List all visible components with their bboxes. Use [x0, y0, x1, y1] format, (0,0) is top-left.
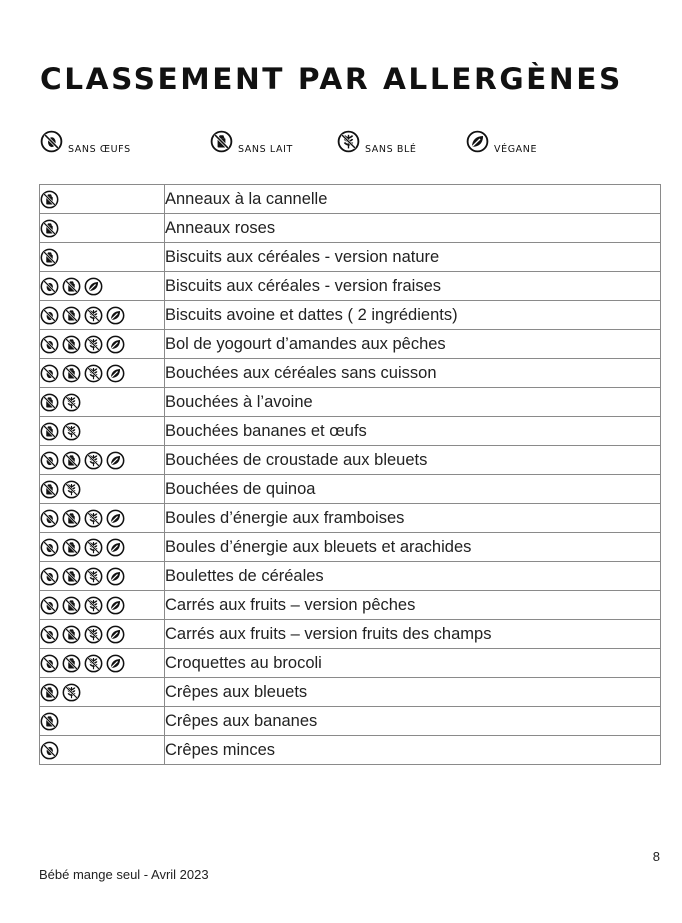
- vegan-icon: [106, 567, 125, 586]
- table-row: [40, 388, 661, 417]
- wheat-free-icon: [62, 683, 81, 702]
- allergen-icons-cell: [40, 678, 165, 707]
- allergen-icons-cell: [40, 504, 165, 533]
- wheat-free-icon: [84, 654, 103, 673]
- milk-free-icon: [40, 683, 59, 702]
- recipe-name: Bouchées de quinoa: [165, 475, 661, 504]
- wheat-free-icon: [84, 451, 103, 470]
- legend-item-milk-free: [210, 130, 293, 153]
- milk-free-icon: [40, 190, 59, 209]
- table-row: [40, 504, 661, 533]
- recipe-name: Croquettes au brocoli: [165, 649, 661, 678]
- recipe-name: Anneaux roses: [165, 214, 661, 243]
- allergen-icons-cell: [40, 562, 165, 591]
- allergen-icons-cell: [40, 301, 165, 330]
- vegan-icon: [466, 130, 489, 153]
- recipe-name: Bouchées aux céréales sans cuisson: [165, 359, 661, 388]
- milk-free-icon: [40, 248, 59, 267]
- legend-label: SANS BLÉ: [365, 144, 417, 155]
- vegan-icon: [106, 654, 125, 673]
- allergen-table: [39, 184, 661, 765]
- allergen-icons-cell: [40, 272, 165, 301]
- milk-free-icon: [62, 625, 81, 644]
- wheat-free-icon: [84, 538, 103, 557]
- allergen-icons-cell: [40, 446, 165, 475]
- allergen-icons-cell: [40, 649, 165, 678]
- legend-item-vegan: [466, 130, 537, 153]
- egg-free-icon: [40, 277, 59, 296]
- milk-free-icon: [40, 480, 59, 499]
- table-row: [40, 707, 661, 736]
- milk-free-icon: [62, 451, 81, 470]
- legend-label: SANS LAIT: [238, 144, 293, 155]
- milk-free-icon: [40, 712, 59, 731]
- wheat-free-icon: [84, 567, 103, 586]
- wheat-free-icon: [62, 422, 81, 441]
- milk-free-icon: [62, 364, 81, 383]
- wheat-free-icon: [84, 335, 103, 354]
- vegan-icon: [106, 538, 125, 557]
- table-row: [40, 562, 661, 591]
- recipe-name: Anneaux à la cannelle: [165, 185, 661, 214]
- recipe-name: Biscuits avoine et dattes ( 2 ingrédients): [165, 301, 661, 330]
- vegan-icon: [106, 509, 125, 528]
- egg-free-icon: [40, 741, 59, 760]
- egg-free-icon: [40, 538, 59, 557]
- recipe-name: Biscuits aux céréales - version nature: [165, 243, 661, 272]
- milk-free-icon: [40, 219, 59, 238]
- allergen-icons-cell: [40, 736, 165, 765]
- allergen-icons-cell: [40, 417, 165, 446]
- milk-free-icon: [62, 596, 81, 615]
- table-row: [40, 243, 661, 272]
- table-row: [40, 214, 661, 243]
- egg-free-icon: [40, 509, 59, 528]
- egg-free-icon: [40, 335, 59, 354]
- table-row: [40, 301, 661, 330]
- milk-free-icon: [62, 335, 81, 354]
- table-row: [40, 446, 661, 475]
- allergen-icons-cell: [40, 359, 165, 388]
- milk-free-icon: [40, 393, 59, 412]
- milk-free-icon: [62, 509, 81, 528]
- recipe-name: Boulettes de céréales: [165, 562, 661, 591]
- wheat-free-icon: [84, 625, 103, 644]
- page-title: CLASSEMENT PAR ALLERGÈNES: [40, 62, 623, 96]
- allergen-icons-cell: [40, 533, 165, 562]
- egg-free-icon: [40, 596, 59, 615]
- egg-free-icon: [40, 625, 59, 644]
- legend-item-wheat-free: [337, 130, 416, 153]
- egg-free-icon: [40, 364, 59, 383]
- table-row: [40, 330, 661, 359]
- allergen-icons-cell: [40, 707, 165, 736]
- recipe-name: Crêpes minces: [165, 736, 661, 765]
- vegan-icon: [106, 364, 125, 383]
- egg-free-icon: [40, 306, 59, 325]
- table-row: [40, 533, 661, 562]
- allergen-table-body: [40, 185, 661, 765]
- allergen-icons-cell: [40, 591, 165, 620]
- recipe-name: Carrés aux fruits – version fruits des champs: [165, 620, 661, 649]
- table-row: [40, 591, 661, 620]
- table-row: [40, 649, 661, 678]
- table-row: [40, 620, 661, 649]
- milk-free-icon: [62, 567, 81, 586]
- legend-label: SANS ŒUFS: [68, 144, 131, 155]
- wheat-free-icon: [84, 596, 103, 615]
- legend-label: VÉGANE: [494, 144, 538, 155]
- milk-free-icon: [40, 422, 59, 441]
- egg-free-icon: [40, 130, 63, 153]
- egg-free-icon: [40, 654, 59, 673]
- vegan-icon: [106, 335, 125, 354]
- vegan-icon: [106, 596, 125, 615]
- table-row: [40, 272, 661, 301]
- allergen-icons-cell: [40, 475, 165, 504]
- wheat-free-icon: [337, 130, 360, 153]
- allergen-icons-cell: [40, 330, 165, 359]
- recipe-name: Crêpes aux bananes: [165, 707, 661, 736]
- egg-free-icon: [40, 451, 59, 470]
- recipe-name: Crêpes aux bleuets: [165, 678, 661, 707]
- vegan-icon: [106, 451, 125, 470]
- milk-free-icon: [210, 130, 233, 153]
- legend-item-egg-free: [40, 130, 131, 153]
- table-row: [40, 185, 661, 214]
- recipe-name: Bouchées bananes et œufs: [165, 417, 661, 446]
- table-row: [40, 678, 661, 707]
- table-row: [40, 417, 661, 446]
- allergen-icons-cell: [40, 185, 165, 214]
- footer-text: Bébé mange seul - Avril 2023: [39, 867, 209, 882]
- recipe-name: Boules d’énergie aux bleuets et arachides: [165, 533, 661, 562]
- wheat-free-icon: [84, 364, 103, 383]
- vegan-icon: [106, 306, 125, 325]
- table-row: [40, 736, 661, 765]
- milk-free-icon: [62, 306, 81, 325]
- wheat-free-icon: [84, 509, 103, 528]
- recipe-name: Bouchées de croustade aux bleuets: [165, 446, 661, 475]
- allergen-icons-cell: [40, 388, 165, 417]
- recipe-name: Bouchées à l’avoine: [165, 388, 661, 417]
- recipe-name: Biscuits aux céréales - version fraises: [165, 272, 661, 301]
- page-number: 8: [652, 849, 660, 864]
- table-row: [40, 359, 661, 388]
- wheat-free-icon: [62, 480, 81, 499]
- wheat-free-icon: [84, 306, 103, 325]
- allergen-legend: [40, 130, 660, 156]
- milk-free-icon: [62, 277, 81, 296]
- vegan-icon: [106, 625, 125, 644]
- allergen-icons-cell: [40, 243, 165, 272]
- recipe-name: Carrés aux fruits – version pêches: [165, 591, 661, 620]
- allergen-icons-cell: [40, 214, 165, 243]
- recipe-name: Boules d’énergie aux framboises: [165, 504, 661, 533]
- milk-free-icon: [62, 654, 81, 673]
- egg-free-icon: [40, 567, 59, 586]
- wheat-free-icon: [62, 393, 81, 412]
- milk-free-icon: [62, 538, 81, 557]
- recipe-name: Bol de yogourt d’amandes aux pêches: [165, 330, 661, 359]
- vegan-icon: [84, 277, 103, 296]
- table-row: [40, 475, 661, 504]
- allergen-icons-cell: [40, 620, 165, 649]
